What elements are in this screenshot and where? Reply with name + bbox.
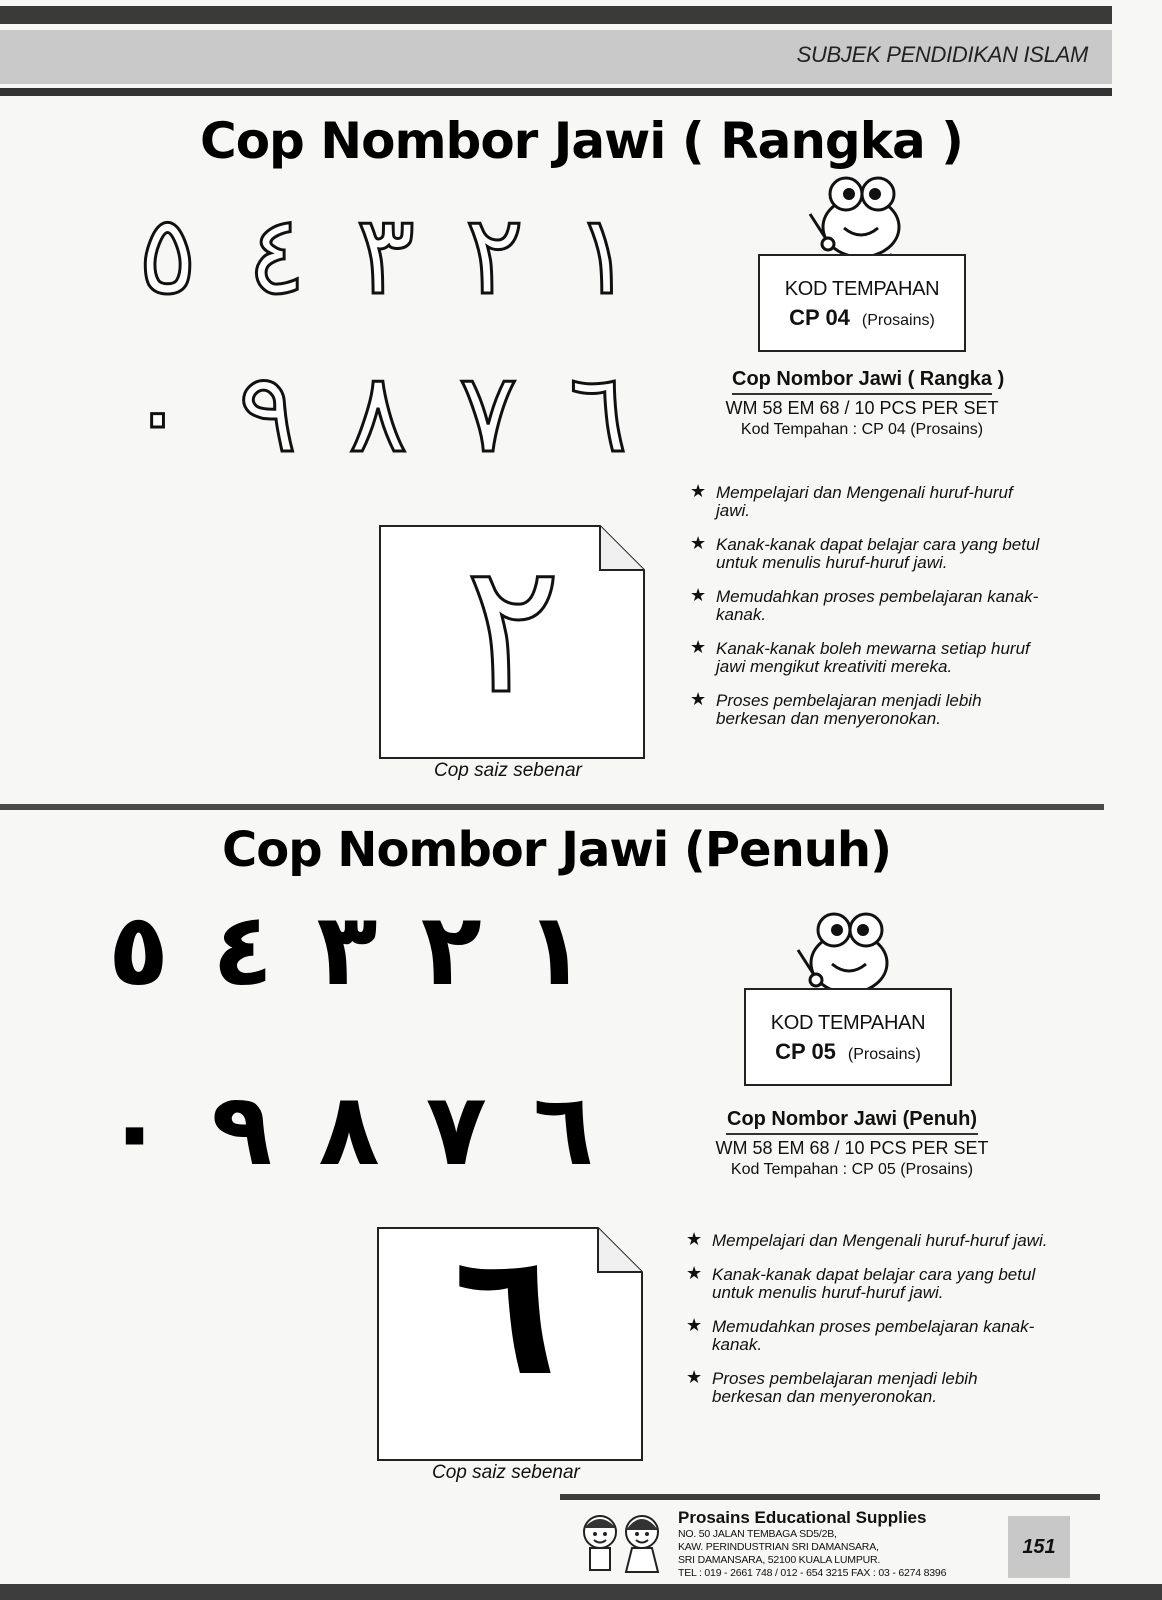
star-icon: ★ xyxy=(690,481,707,501)
star-icon: ★ xyxy=(690,637,707,657)
star-icon: ★ xyxy=(686,1367,703,1387)
digit-six: ٦ xyxy=(568,349,628,477)
order-code-box xyxy=(758,254,966,352)
list-item: ★ Kanak-kanak dapat belajar cara yang betul untuk menulis huruf-huruf jawi. xyxy=(690,533,1040,572)
order-code-box xyxy=(744,988,952,1086)
stamp-caption: Cop saiz sebenar xyxy=(432,1462,580,1483)
order-code-label: KOD TEMPAHAN xyxy=(784,278,940,300)
order-code-label: KOD TEMPAHAN xyxy=(770,1012,926,1034)
section-1-digits-row-1 xyxy=(138,191,633,319)
header-top-bar xyxy=(0,6,1112,24)
digit-nine: ٩ xyxy=(211,1071,273,1188)
order-code-tag: (Prosains) xyxy=(861,312,935,329)
section-1-digits-row-2 xyxy=(128,349,628,477)
stamp-sample-digit: ٢ xyxy=(464,525,562,734)
order-code: CP 04 xyxy=(789,305,850,330)
list-item: ★ Proses pembelajaran menjadi lebih berkesan dan menyeronokan. xyxy=(686,1367,978,1406)
digit-one: ١ xyxy=(524,891,586,1008)
list-item: ★ Kanak-kanak boleh mewarna setiap huruf jawi mengikut kreativiti mereka. xyxy=(690,637,1030,676)
order-code-tag: (Prosains) xyxy=(847,1046,921,1063)
list-item: ★ Memudahkan proses pembelajaran kanak- kanak. xyxy=(690,585,1039,624)
digit-six: ٦ xyxy=(532,1071,594,1188)
list-item: ★ Memudahkan proses pembelajaran kanak- kanak. xyxy=(686,1315,1035,1354)
stamp-sample-digit: ٦ xyxy=(453,1216,557,1414)
star-icon: ★ xyxy=(686,1315,703,1335)
star-icon: ★ xyxy=(686,1229,703,1249)
stamp-caption: Cop saiz sebenar xyxy=(434,760,582,781)
digit-zero: ٠ xyxy=(128,349,188,477)
digit-seven: ٧ xyxy=(458,349,518,477)
digit-eight: ٨ xyxy=(348,349,408,477)
kids-mascot-icon xyxy=(572,1508,672,1582)
digit-five: ٥ xyxy=(108,891,170,1008)
order-code: CP 05 xyxy=(775,1039,836,1064)
product-info-order: Kod Tempahan : CP 05 (Prosains) xyxy=(730,1161,974,1178)
product-info xyxy=(712,368,1012,439)
digit-four: ٤ xyxy=(246,191,307,319)
section-2-title: Cop Nombor Jawi (Penuh) xyxy=(222,822,892,878)
order-code-value xyxy=(746,1039,950,1065)
star-icon: ★ xyxy=(690,585,707,605)
section-1-title: Cop Nombor Jawi ( Rangka ) xyxy=(200,112,963,170)
star-icon: ★ xyxy=(690,689,707,709)
digit-three: ٣ xyxy=(355,191,416,319)
digit-four: ٤ xyxy=(212,891,274,1008)
list-item: ★ Mempelajari dan Mengenali huruf-huruf jawi. xyxy=(690,481,1013,520)
digit-eight: ٨ xyxy=(318,1071,380,1188)
section-2-benefits-list xyxy=(686,1229,1048,1422)
header-subject: SUBJEK PENDIDIKAN ISLAM xyxy=(796,42,1088,67)
digit-two: ٢ xyxy=(464,191,524,319)
digit-five: ٥ xyxy=(138,191,198,319)
product-info-size: WM 58 EM 68 / 10 PCS PER SET xyxy=(715,1138,989,1158)
product-info-title: Cop Nombor Jawi ( Rangka ) xyxy=(732,368,992,395)
product-info-order: Kod Tempahan : CP 04 (Prosains) xyxy=(740,421,984,438)
footer-bottom-band xyxy=(0,1584,1162,1600)
order-code-value xyxy=(760,305,964,331)
list-item: ★ Kanak-kanak dapat belajar cara yang betul untuk menulis huruf-huruf jawi. xyxy=(686,1263,1036,1302)
product-info xyxy=(702,1108,1002,1179)
product-info-size: WM 58 EM 68 / 10 PCS PER SET xyxy=(725,398,999,418)
digit-three: ٣ xyxy=(316,891,378,1008)
section-2-digits-row-1 xyxy=(108,891,586,1008)
product-info-title: Cop Nombor Jawi (Penuh) xyxy=(726,1108,978,1135)
footer-top-line xyxy=(560,1494,1100,1500)
list-item: ★ Proses pembelajaran menjadi lebih berkesan dan menyeronokan. xyxy=(690,689,982,728)
page-number: 151 xyxy=(1008,1516,1070,1578)
digit-zero: ٠ xyxy=(104,1071,166,1188)
digit-seven: ٧ xyxy=(425,1071,487,1188)
section-1-benefits-list xyxy=(690,481,1050,744)
section-2-digits-row-2 xyxy=(104,1071,594,1188)
header-bottom-line xyxy=(0,88,1112,96)
digit-one: ١ xyxy=(573,191,633,319)
star-icon: ★ xyxy=(686,1263,703,1283)
digit-nine: ٩ xyxy=(238,349,298,477)
digit-two: ٢ xyxy=(420,891,482,1008)
star-icon: ★ xyxy=(690,533,707,553)
list-item: ★ Mempelajari dan Mengenali huruf-huruf jawi. xyxy=(686,1229,1048,1250)
footer-address: NO. 50 JALAN TEMBAGA SD5/2B, KAW. PERINDUSTRIAN SRI DAMANSARA, SRI DAMANSARA, 52100 KUALA LUMPUR. TEL : 019 - 2661 748 / 012 - 654 3215 FAX : 03 - 6274 8396 xyxy=(678,1528,947,1579)
footer-company-name: Prosains Educational Supplies xyxy=(678,1508,927,1527)
section-separator xyxy=(0,804,1104,810)
